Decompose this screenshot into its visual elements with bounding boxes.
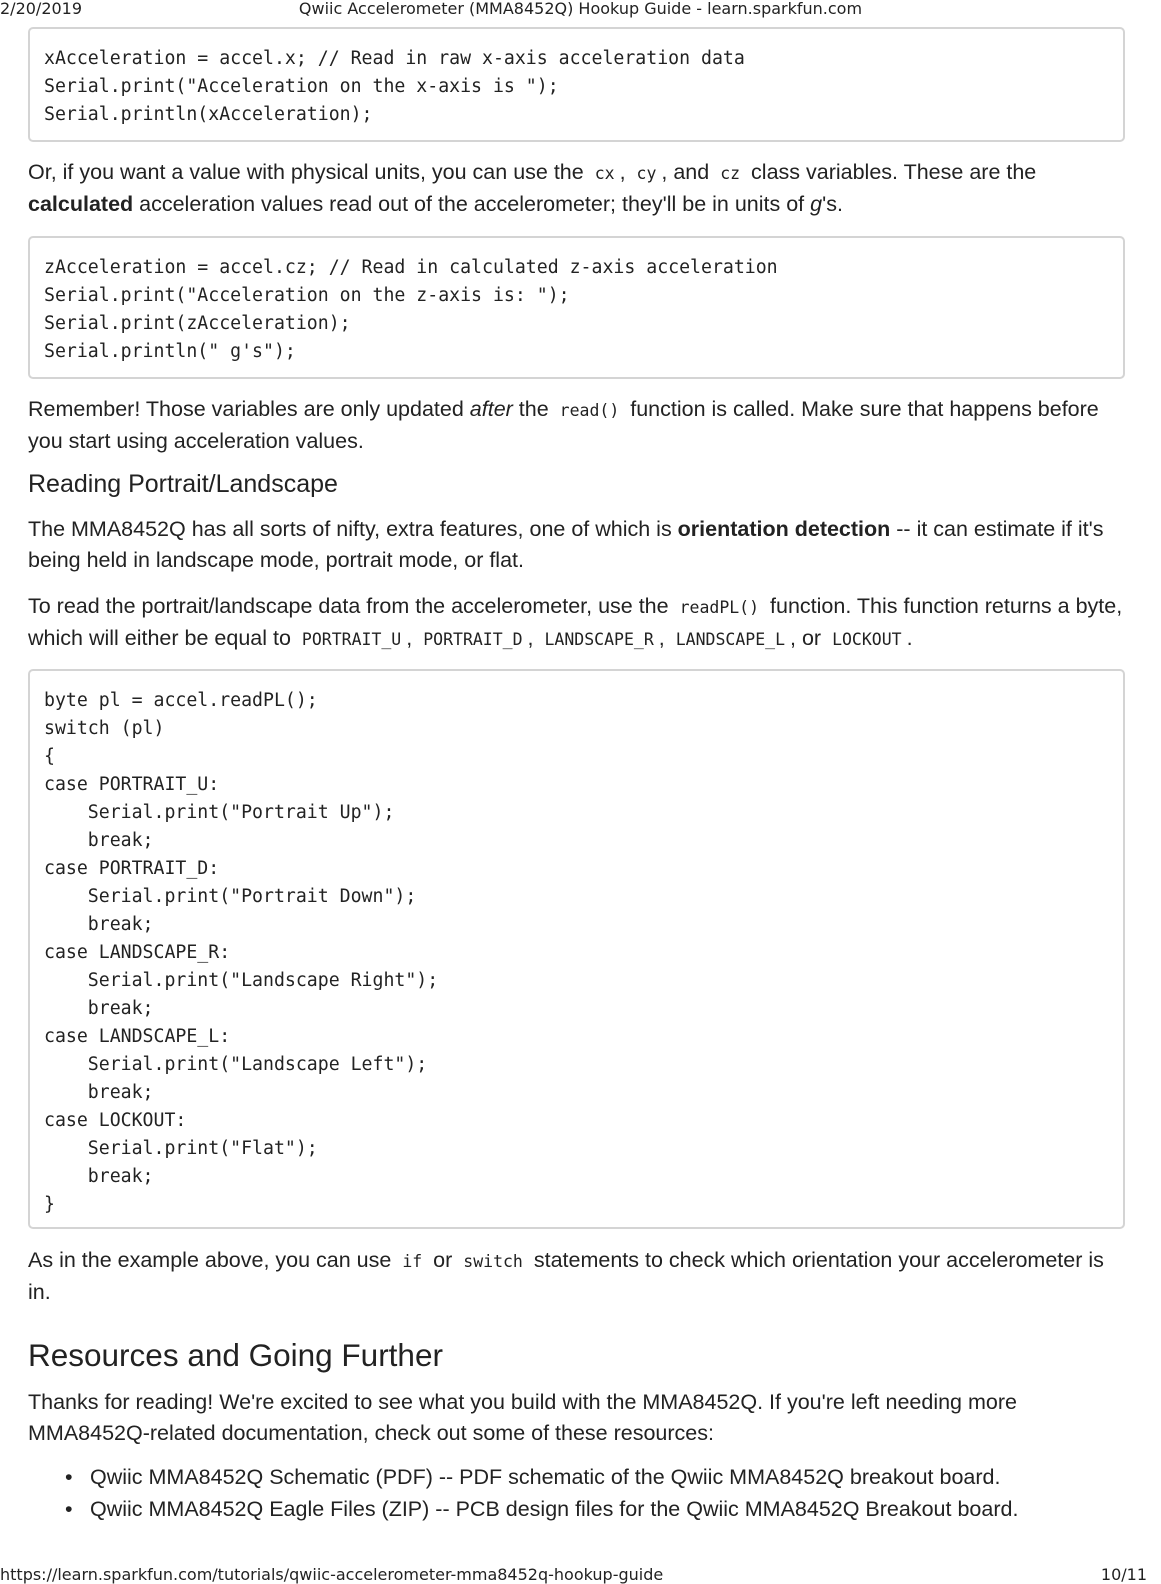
print-date: 2/20/2019 (0, 0, 83, 18)
print-url: https://learn.sparkfun.com/tutorials/qwiic-accelerometer-mma8452q-hookup-guide (0, 1565, 664, 1584)
inline-code: cz (720, 164, 741, 183)
code-line: Serial.print("Flat"); (44, 1138, 318, 1159)
code-line: break; (44, 914, 154, 935)
resource-link[interactable]: Qwiic MMA8452Q Eagle Files (ZIP) (90, 1496, 430, 1521)
code-line: case PORTRAIT_D: (44, 858, 220, 879)
code-line: case PORTRAIT_U: (44, 774, 220, 795)
code-line: case LANDSCAPE_R: (44, 942, 231, 963)
bold-text: orientation detection (677, 517, 891, 541)
paragraph-remember: Remember! Those variables are only updated after the read() function is called. Make sure that happens before you start using acceleration values. (28, 397, 1099, 453)
code-line: Serial.print("Landscape Right"); (44, 970, 439, 991)
resource-link[interactable]: Qwiic MMA8452Q Schematic (PDF) (90, 1465, 433, 1489)
resource-list (28, 1462, 1150, 1525)
section-heading-resources: Resources and Going Further (28, 1337, 443, 1373)
print-page-title: Qwiic Accelerometer (MMA8452Q) Hookup Guide - learn.sparkfun.com (298, 0, 863, 18)
inline-code: switch (463, 1252, 523, 1271)
inline-code: cy (636, 164, 657, 183)
paragraph-if-switch: As in the example above, you can use if or switch statements to check which orientation your accelerometer is in. (28, 1248, 1104, 1304)
code-line: Serial.println(xAcceleration); (44, 104, 373, 125)
inline-code: readPL() (679, 598, 760, 617)
code-line: xAcceleration = accel.x; // Read in raw x-axis acceleration data (44, 48, 745, 69)
code-line: Serial.print("Landscape Left"); (44, 1054, 428, 1075)
code-line: } (44, 1194, 55, 1215)
code-line: Serial.print(zAcceleration); (44, 313, 351, 334)
section-heading-portrait-landscape: Reading Portrait/Landscape (28, 470, 338, 498)
inline-code: LOCKOUT (832, 630, 902, 649)
code-block-x-acceleration (28, 27, 1125, 142)
code-line: byte pl = accel.readPL(); (44, 690, 318, 711)
inline-code: PORTRAIT_D (423, 630, 523, 649)
italic-text: after (469, 397, 513, 421)
italic-text: g (810, 192, 823, 216)
inline-code: PORTRAIT_U (301, 630, 402, 649)
paragraph-orientation-detection: The MMA8452Q has all sorts of nifty, extra features, one of which is orientation detection -- it can estimate if it's being held in landscape mode, portrait mode, or flat. (28, 517, 1104, 572)
inline-code: cx (594, 164, 615, 183)
code-line: Serial.print("Portrait Up"); (44, 802, 395, 823)
bullet-icon: • (65, 1496, 73, 1521)
page-number: 10/11 (1100, 1565, 1147, 1584)
code-line: switch (pl) (44, 718, 165, 739)
paragraph-calculated-values: Or, if you want a value with physical units, you can use the cx , cy , and cz class variables. These are the calculated acceleration values read out of the accelerometer; they'll be in units of g's. (28, 160, 1037, 216)
bullet-icon: • (65, 1465, 73, 1489)
code-line: case LOCKOUT: (44, 1110, 187, 1131)
paragraph-readpl: To read the portrait/landscape data from the accelerometer, use the readPL() function. This function returns a byte, which will either be equal to PORTRAIT_U , PORTRAIT_D , LANDSCAPE_R , LANDSCAPE_L , or LOCKOUT . (28, 594, 1123, 650)
inline-code: LANDSCAPE_R (544, 630, 654, 649)
code-line: Serial.print("Acceleration on the z-axis is: "); (44, 285, 570, 306)
code-line: break; (44, 1082, 154, 1103)
code-line: break; (44, 998, 154, 1019)
inline-code: if (402, 1252, 423, 1271)
code-block-z-acceleration (28, 236, 1125, 379)
code-line: break; (44, 1166, 154, 1187)
bold-text: calculated (28, 192, 134, 216)
code-line: { (44, 746, 55, 767)
code-line: Serial.print("Acceleration on the x-axis is "); (44, 76, 559, 97)
list-item: • Qwiic MMA8452Q Schematic (PDF) -- PDF schematic of the Qwiic MMA8452Q breakout board. (90, 1462, 1150, 1494)
code-line: break; (44, 830, 154, 851)
code-block-readpl-switch (28, 669, 1125, 1229)
list-item: • Qwiic MMA8452Q Eagle Files (ZIP) -- PCB design files for the Qwiic MMA8452Q Breakout board. (90, 1494, 1150, 1526)
code-line: zAcceleration = accel.cz; // Read in calculated z-axis acceleration (44, 257, 778, 278)
inline-code: LANDSCAPE_L (675, 630, 786, 649)
inline-code: read() (559, 401, 620, 420)
code-line: Serial.println(" g's"); (44, 341, 296, 362)
code-line: Serial.print("Portrait Down"); (44, 886, 417, 907)
code-line: case LANDSCAPE_L: (44, 1026, 231, 1047)
paragraph-thanks: Thanks for reading! We're excited to see what you build with the MMA8452Q. If you're left needing more MMA8452Q-related documentation, check out some of these resources: (28, 1390, 1017, 1445)
